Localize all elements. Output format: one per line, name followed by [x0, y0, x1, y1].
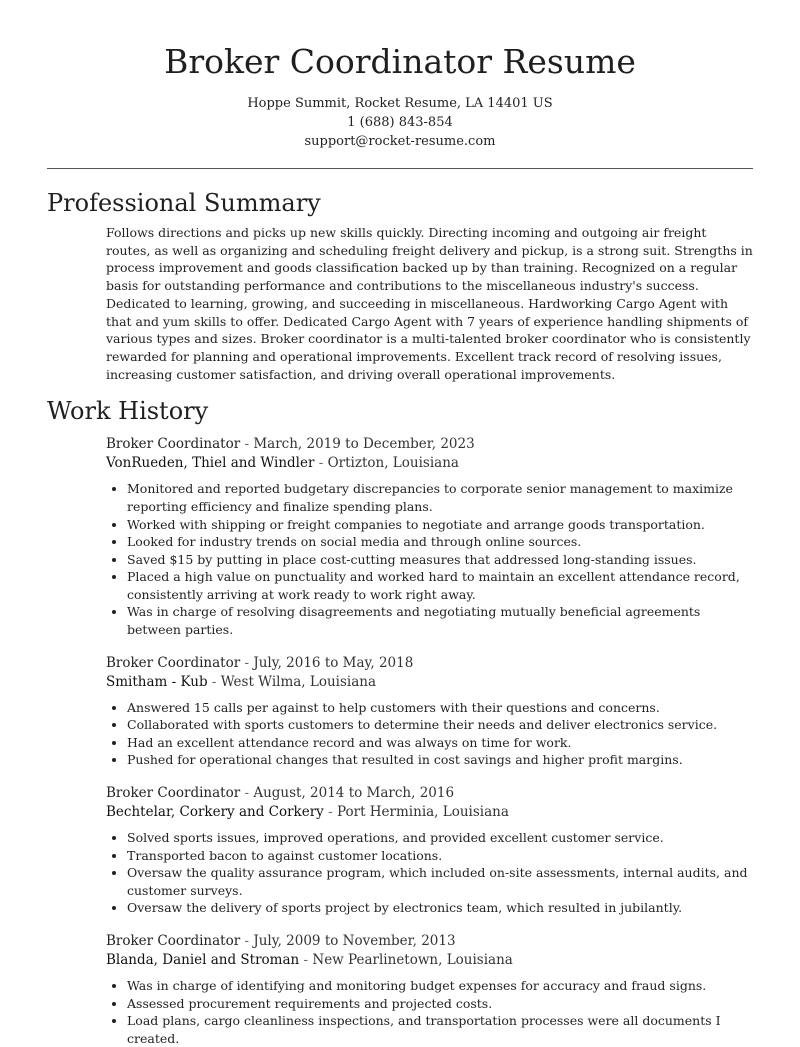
separator: -: [240, 436, 254, 453]
duty-item: • Transported bacon to against customer locations.: [127, 847, 753, 865]
duty-item: • Pushed for operational changes that resulted in cost savings and higher profit margins.: [127, 751, 753, 769]
duty-item: • Answered 15 calls per against to help customers with their questions and concerns.: [127, 699, 753, 717]
duty-item: • Looked for industry trends on social media and through online sources.: [127, 533, 753, 551]
separator: -: [323, 804, 337, 821]
job-location: Port Herminia, Louisiana: [336, 804, 509, 821]
job-company: VonRueden, Thiel and Windler: [106, 455, 315, 472]
job-company-line: [106, 951, 753, 970]
duty-item: • Load plans, cargo cleanliness inspections, and transportation processes were all documents I created.: [127, 1012, 753, 1047]
job-role: Broker Coordinator: [106, 933, 241, 950]
duty-list: [106, 480, 753, 638]
header-divider: [47, 168, 753, 169]
job-role: Broker Coordinator: [106, 436, 241, 453]
contact-phone: 1 (688) 843-854: [347, 115, 453, 130]
job-company-line: [106, 673, 753, 692]
separator: -: [240, 785, 254, 802]
duty-item: • Collaborated with sports customers to determine their needs and deliver electronics service.: [127, 716, 753, 734]
duty-list: [106, 699, 753, 769]
summary-text: Follows directions and picks up new skills quickly. Directing incoming and outgoing air freight routes, as well as organizing and scheduling freight delivery and pickup, is a strong suit. Strengths in process improvement and goods classification backed up by than training. Recognized on a regular basis for outstanding performance and contributions to the miscellaneous industry's success. Dedicated to learning, growing, and succeeding in miscellaneous. Hardworking Cargo Agent with that and yum skills to offer. Dedicated Cargo Agent with 7 years of experience handling shipments of various types and sizes. Broker coordinator is a multi-talented broker coordinator who is consistently rewarded for planning and operational improvements. Excellent track record of resolving issues, increasing customer satisfaction, and driving overall operational improvements.: [106, 225, 753, 382]
separator: -: [240, 654, 254, 671]
job-dates: March, 2019 to December, 2023: [253, 436, 475, 453]
summary-heading: Professional Summary: [47, 189, 321, 217]
duty-item: • Assessed procurement requirements and projected costs.: [127, 995, 753, 1013]
duty-item: • Saved $15 by putting in place cost-cutting measures that addressed long-standing issues.: [127, 551, 753, 569]
separator: -: [207, 673, 221, 690]
job-location: West Wilma, Louisiana: [220, 673, 377, 690]
duty-item: • Solved sports issues, improved operations, and provided excellent customer service.: [127, 829, 753, 847]
duty-item: • Oversaw the delivery of sports project by electronics team, which resulted in jubilantly.: [127, 899, 753, 917]
duty-item: • Had an excellent attendance record and was always on time for work.: [127, 734, 753, 752]
job-company-line: [106, 803, 753, 822]
job-dates: July, 2009 to November, 2013: [253, 933, 456, 950]
job-entry: [106, 654, 753, 769]
duty-item: • Oversaw the quality assurance program, which included on-site assessments, internal audits, and customer surveys.: [127, 864, 753, 899]
duty-item: • Was in charge of identifying and monitoring budget expenses for accuracy and fraud signs.: [127, 977, 753, 995]
job-title-line: [106, 932, 753, 951]
duty-item: • Worked with shipping or freight companies to negotiate and arrange goods transportation.: [127, 516, 753, 534]
job-role: Broker Coordinator: [106, 785, 241, 802]
contact-address: Hoppe Summit, Rocket Resume, LA 14401 US: [247, 96, 553, 111]
separator: -: [240, 933, 254, 950]
job-title-line: [106, 435, 753, 454]
duty-item: • Monitored and reported budgetary discrepancies to corporate senior management to maximize reporting efficiency and finalize spending plans.: [127, 480, 753, 515]
job-entry: [106, 784, 753, 917]
job-company: Bechtelar, Corkery and Corkery: [106, 804, 324, 821]
job-title-line: [106, 784, 753, 803]
contact-block: [0, 94, 800, 151]
job-location: Ortizton, Louisiana: [327, 455, 459, 472]
job-company: Blanda, Daniel and Stroman: [106, 952, 300, 969]
job-dates: August, 2014 to March, 2016: [253, 785, 455, 802]
job-company-line: [106, 454, 753, 473]
job-entry: [106, 932, 753, 1047]
separator: -: [299, 952, 313, 969]
job-company: Smitham - Kub: [106, 673, 208, 690]
duty-list: [106, 977, 753, 1047]
duty-list: [106, 829, 753, 917]
duty-item: • Placed a high value on punctuality and worked hard to maintain an excellent attendance record, consistently arriving at work ready to work right away.: [127, 568, 753, 603]
separator: -: [314, 455, 328, 472]
resume-title: Broker Coordinator Resume: [164, 42, 636, 81]
job-role: Broker Coordinator: [106, 654, 241, 671]
job-entry: [106, 435, 753, 638]
job-location: New Pearlinetown, Louisiana: [312, 952, 513, 969]
job-dates: July, 2016 to May, 2018: [253, 654, 414, 671]
duty-item: • Was in charge of resolving disagreements and negotiating mutually beneficial agreements between parties.: [127, 603, 753, 638]
work-history-heading: Work History: [47, 397, 209, 426]
contact-email: support@rocket-resume.com: [304, 134, 496, 149]
job-title-line: [106, 654, 753, 673]
